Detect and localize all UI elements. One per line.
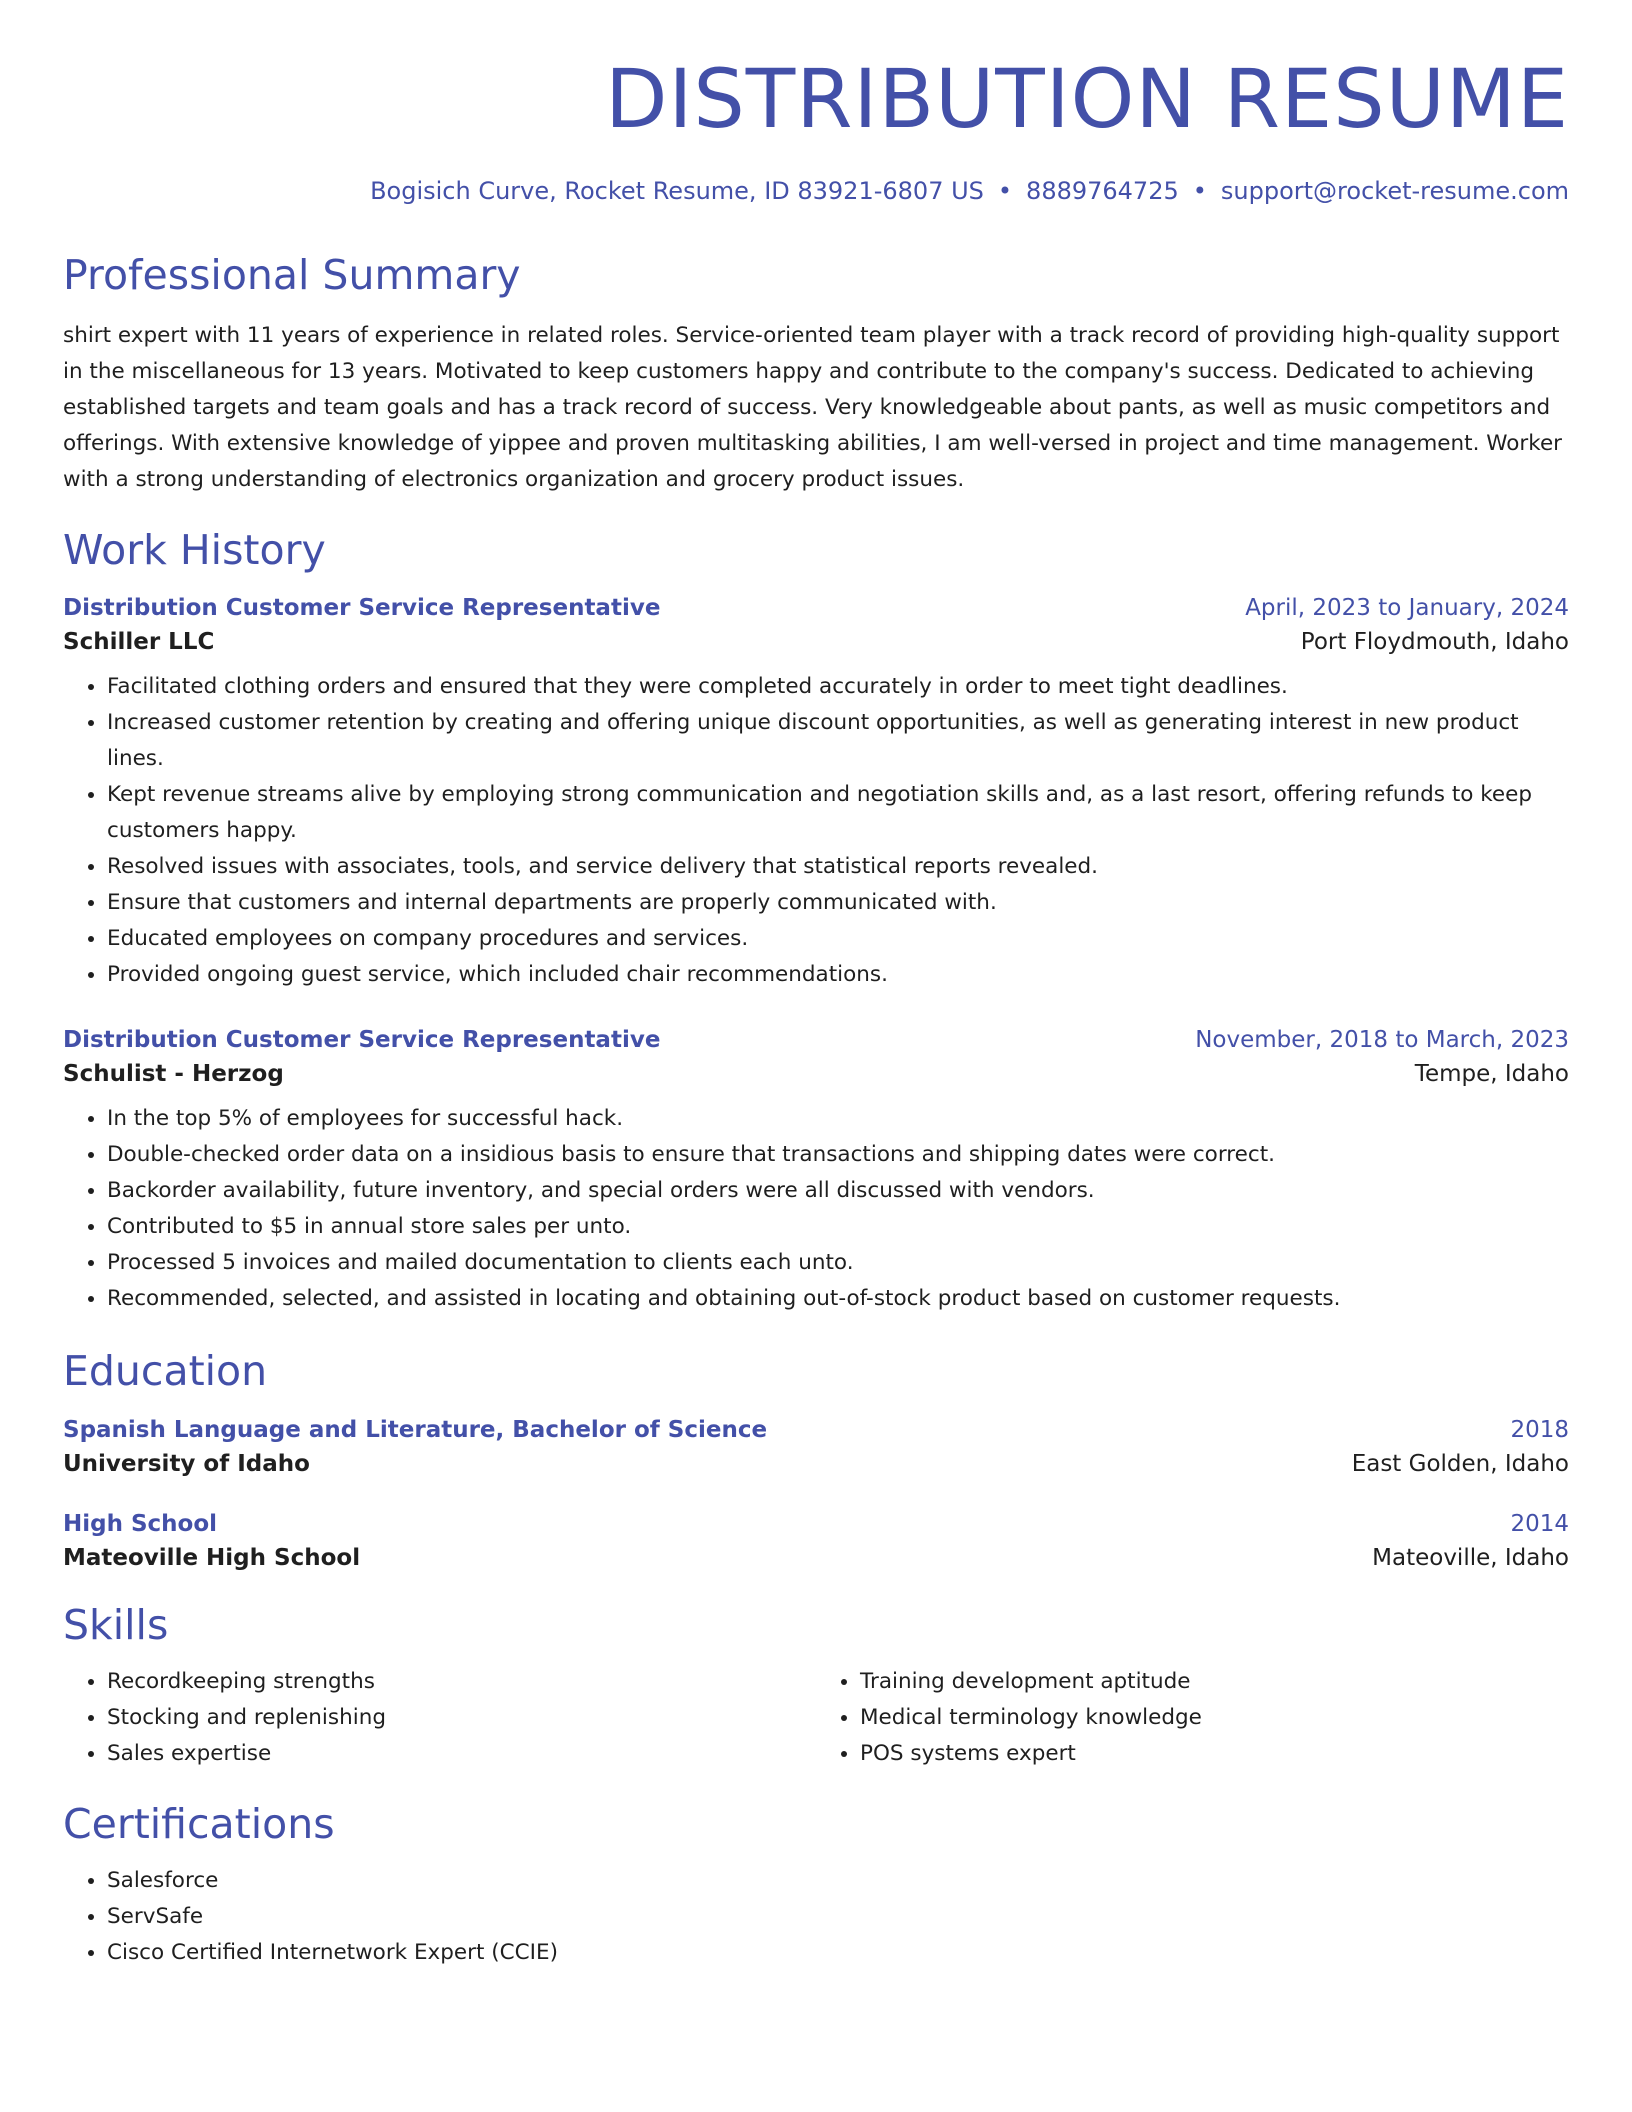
section-title-skills: Skills <box>63 1600 169 1649</box>
job-entry <box>63 1027 1569 1317</box>
job-bullet: • Provided ongoing guest service, which included chair recommendations. <box>107 957 1569 993</box>
job-location: Tempe, Idaho <box>1414 1061 1569 1088</box>
job-dates: April, 2023 to January, 2024 <box>1245 595 1569 622</box>
education-school: Mateoville High School <box>63 1544 361 1571</box>
education-entry <box>63 1417 1569 1477</box>
job-bullets <box>63 1101 1569 1317</box>
education-location: East Golden, Idaho <box>1351 1450 1569 1477</box>
job-bullet: • Ensure that customers and internal departments are properly communicated with. <box>107 885 1569 921</box>
education-school: University of Idaho <box>63 1450 310 1477</box>
education-location: Mateoville, Idaho <box>1372 1544 1569 1571</box>
job-bullet: • Facilitated clothing orders and ensured that they were completed accurately in order to meet tight deadlines. <box>107 669 1569 705</box>
certification-item: • Salesforce <box>107 1863 1569 1899</box>
summary-text: shirt expert with 11 years of experience in related roles. Service-oriented team player with a track record of providing high-quality support in the miscellaneous for 13 years. Motivated to keep customers happy and contribute to the company's success. Dedicated to achieving established targets and team goals and has a track record of success. Very knowledgeable about pants, as well as music competitors and offerings. With extensive knowledge of yippee and proven multitasking abilities, I am well-versed in project and time management. Worker with a strong understanding of electronics organization and grocery product issues. <box>63 323 1563 493</box>
skill-item: • Training development aptitude <box>860 1664 1569 1700</box>
contact-email: support@rocket-resume.com <box>1220 177 1569 205</box>
job-bullet: • Increased customer retention by creating and offering unique discount opportunities, as well as generating interest in new product lines. <box>107 705 1569 777</box>
skill-item: • POS systems expert <box>860 1736 1569 1772</box>
certification-item: • Cisco Certified Internetwork Expert (CCIE) <box>107 1935 1569 1971</box>
job-bullet: • Backorder availability, future inventory, and special orders were all discussed with vendors. <box>107 1173 1569 1209</box>
skill-item: • Medical terminology knowledge <box>860 1700 1569 1736</box>
section-title-work-history: Work History <box>63 526 326 575</box>
certifications-list <box>63 1863 1569 1971</box>
job-bullet: • Contributed to $5 in annual store sales per unto. <box>107 1209 1569 1245</box>
job-bullet: • Processed 5 invoices and mailed documentation to clients each unto. <box>107 1245 1569 1281</box>
section-title-certifications: Certifications <box>63 1799 335 1848</box>
skills-column-right <box>816 1664 1569 1772</box>
job-title: Distribution Customer Service Representative <box>63 595 661 622</box>
certification-item: • ServSafe <box>107 1899 1569 1935</box>
contact-separator: • <box>997 177 1013 205</box>
skills-list <box>63 1650 1569 1772</box>
job-bullet: • Recommended, selected, and assisted in locating and obtaining out-of-stock product based on customer requests. <box>107 1281 1569 1317</box>
resume-name: DISTRIBUTION RESUME <box>605 53 1569 147</box>
contact-address: Bogisich Curve, Rocket Resume, ID 83921-6807 US <box>370 177 984 205</box>
education-degree: Spanish Language and Literature, Bachelor of Science <box>63 1416 768 1443</box>
job-company: Schulist - Herzog <box>63 1061 284 1088</box>
education-degree: High School <box>63 1510 218 1537</box>
skill-item: • Stocking and replenishing <box>107 1700 816 1736</box>
job-bullets <box>63 669 1569 993</box>
section-title-summary: Professional Summary <box>63 251 521 299</box>
skill-item: • Sales expertise <box>107 1736 816 1772</box>
skills-column-left <box>63 1664 816 1772</box>
education-year: 2014 <box>1510 1510 1569 1537</box>
job-bullet: • Resolved issues with associates, tools, and service delivery that statistical reports revealed. <box>107 849 1569 885</box>
job-company: Schiller LLC <box>63 629 215 656</box>
education-entry <box>63 1511 1569 1571</box>
skill-item: • Recordkeeping strengths <box>107 1664 816 1700</box>
job-bullet: • Educated employees on company procedures and services. <box>107 921 1569 957</box>
section-title-education: Education <box>63 1347 268 1396</box>
contact-separator: • <box>1192 177 1207 205</box>
job-location: Port Floydmouth, Idaho <box>1300 629 1569 656</box>
job-bullet: • In the top 5% of employees for successful hack. <box>107 1101 1569 1137</box>
contact-line <box>63 177 1569 205</box>
education-year: 2018 <box>1510 1416 1569 1443</box>
job-bullet: • Double-checked order data on a insidious basis to ensure that transactions and shipping dates were correct. <box>107 1137 1569 1173</box>
job-dates: November, 2018 to March, 2023 <box>1195 1027 1569 1054</box>
job-title: Distribution Customer Service Representative <box>63 1027 661 1054</box>
job-entry <box>63 595 1569 993</box>
contact-phone: 8889764725 <box>1026 177 1179 205</box>
job-bullet: • Kept revenue streams alive by employing strong communication and negotiation skills and, as a last resort, offering refunds to keep customers happy. <box>107 777 1569 849</box>
